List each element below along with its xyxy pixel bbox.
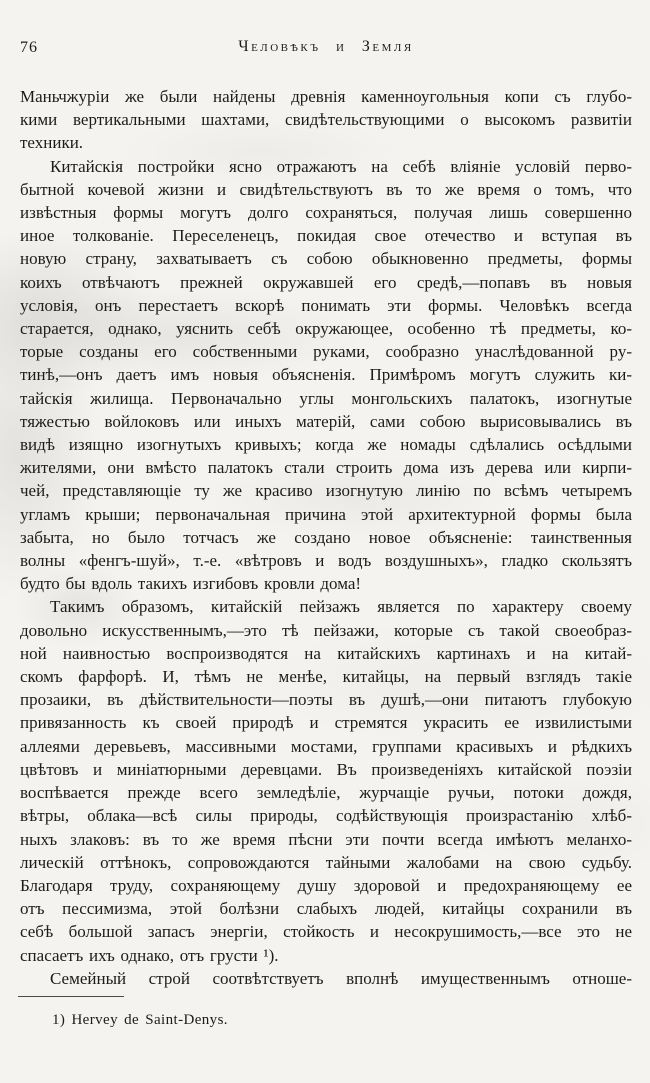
text-line: условія, онъ перестаетъ вскорѣ понимать эти формы. Человѣкъ всегда [20, 295, 632, 315]
text-line: Благодаря труду, сохраняющему душу здоровой и предохраняющему ее [20, 875, 632, 895]
text-line: себѣ большой запасъ энергіи, стойкость и несокрушимость,—все это не [20, 922, 632, 942]
text-line: торые созданы его собственными руками, сообразно унаслѣдованной ру- [20, 342, 632, 362]
text-line: прозаики, въ дѣйствительности—поэты въ душѣ,—они питаютъ глубокую [20, 690, 632, 710]
text-line: аллеями деревьевъ, массивными мостами, группами красивыхъ и рѣдкихъ [20, 736, 632, 756]
text-line: чей, представляющіе ту же красиво изогнутую линію по всѣмъ четыремъ [20, 481, 632, 501]
text-line: скомъ фарфорѣ. И, тѣмъ не менѣе, китайцы, на первый взглядъ такіе [20, 667, 632, 687]
text-line: извѣстныя формы могутъ долго сохраняться, получая лишь совершенно [20, 203, 632, 223]
paragraph [20, 967, 632, 990]
text-line: ной наивностью воспроизводятся на китайскихъ картинахъ и на китай- [20, 643, 632, 663]
text-line: волны «фенгъ-шуй», т.-е. «вѣтровъ и водъ воздушныхъ», гладко скользятъ [20, 551, 632, 571]
footnote: 1) Hervey de Saint-Denys. [52, 1012, 228, 1028]
text-line: цвѣтовъ и миніатюрными деревцами. Въ произведеніяхъ китайской поэзіи [20, 759, 632, 779]
text-line: забыта, но было тотчасъ же создано новое объясненіе: таинственныя [20, 527, 632, 547]
text-line: коихъ отвѣчаютъ прежней окружавшей его средѣ,—попавъ въ новыя [20, 272, 632, 292]
text-line: лическій оттѣнокъ, сопровождаются тайными жалобами на свою судьбу. [20, 852, 632, 872]
text-line: будто бы вдоль такихъ изгибовъ кровли дома! [20, 574, 362, 594]
text-line: тинѣ,—онъ даетъ имъ новыя объясненія. Примѣромъ могутъ служить ки- [20, 365, 632, 385]
text-line: тайскія жилища. Первоначально углы монгольскихъ палатокъ, изогнутые [20, 388, 632, 408]
text-line: Маньчжуріи же были найдены древнія каменноугольныя копи съ глубо- [20, 87, 632, 106]
text-line: бытной кочевой жизни и свидѣтельствуютъ въ то же время о томъ, что [20, 179, 632, 199]
text-line: воспѣвается прежде всего земледѣліе, журчащіе ручьи, потоки дождя, [20, 783, 632, 803]
text-line: новую страну, захватываетъ съ собою обыкновенно предметы, формы [20, 249, 632, 269]
text-line: иное толкованіе. Переселенецъ, покидая свое отечество и вступая въ [20, 226, 632, 246]
footnote-divider [18, 996, 124, 997]
text-line: привязанность къ своей природѣ и стремятся украсить ее извилистыми [20, 713, 632, 733]
text-line: техники. [20, 133, 84, 153]
text-line: видѣ изящно изогнутыхъ кривыхъ; когда же номады сдѣлались осѣдлыми [20, 435, 632, 455]
text-line: угламъ крыши; первоначальная причина этой архитектурной формы была [20, 504, 632, 524]
paragraph [20, 155, 632, 596]
text-line: довольно искусственнымъ,—это тѣ пейзажи, которые съ такой своеобраз- [20, 620, 632, 640]
text-line: Китайскія постройки ясно отражаютъ на себѣ вліяніе условій перво- [50, 156, 632, 176]
text-line: отъ пессимизма, этой болѣзни слабыхъ людей, китайцы сохранили въ [20, 899, 632, 919]
text-line: Такимъ образомъ, китайскій пейзажъ является по характеру своему [50, 597, 632, 617]
text-line: ныхъ злаковъ: въ то же время пѣсни эти почти всегда имѣютъ меланхо- [20, 829, 632, 849]
text-line: старается, однако, уяснить себѣ окружающее, особенно тѣ предметы, ко- [20, 319, 632, 339]
paragraph [20, 595, 632, 966]
running-title: Человѣкъ и Земля [238, 38, 414, 55]
text-line: спасаетъ ихъ однако, отъ грусти ¹). [20, 945, 279, 965]
text-body [20, 85, 632, 990]
text-line: вѣтры, облака—всѣ силы природы, содѣйствующія произрастанію хлѣб- [20, 806, 632, 826]
text-line: кими вертикальными шахтами, свидѣтельствующими о высокомъ развитіи [20, 110, 632, 130]
text-line: тяжестью войлоковъ или иныхъ матерій, сами собою вырисовывались въ [20, 411, 632, 431]
text-line: Семейный строй соотвѣтствуетъ вполнѣ имущественнымъ отноше- [50, 968, 632, 988]
page-number: 76 [20, 39, 38, 56]
paragraph [20, 85, 632, 155]
page-header [20, 38, 632, 60]
text-line: жителями, они вмѣсто палатокъ стали строить дома изъ дерева или кирпи- [20, 458, 632, 478]
